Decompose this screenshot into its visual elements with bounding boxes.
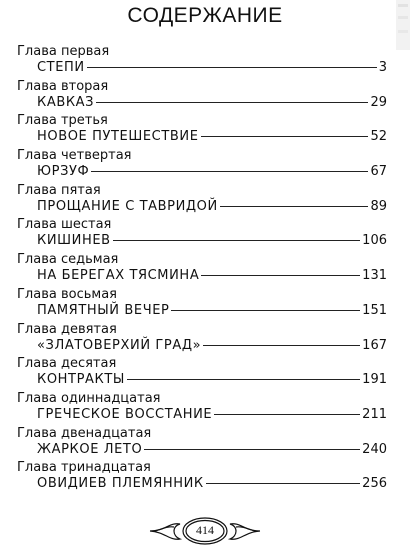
toc-entry bbox=[17, 44, 387, 79]
page-ref: 256 bbox=[362, 476, 387, 492]
chapter-label: Глава первая bbox=[17, 44, 110, 59]
chapter-label: Глава одиннадцатая bbox=[17, 390, 161, 406]
toc-line bbox=[37, 198, 387, 215]
page-ref: 151 bbox=[362, 302, 387, 318]
leader-line bbox=[171, 310, 360, 311]
page-ref: 191 bbox=[362, 372, 387, 388]
chapter-title: ПАМЯТНЫЙ ВЕЧЕР bbox=[37, 302, 170, 318]
chapter-label: Глава восьмая bbox=[17, 286, 117, 302]
chapter-title: КИШИНЕВ bbox=[37, 233, 111, 249]
chapter-title: ЮРЗУФ bbox=[37, 164, 90, 180]
chapter-label: Глава пятая bbox=[17, 182, 101, 198]
leader-line bbox=[201, 275, 360, 276]
page-ref: 89 bbox=[370, 198, 387, 214]
page-ref: 131 bbox=[362, 268, 387, 284]
chapter-title: ПРОЩАНИЕ С ТАВРИДОЙ bbox=[37, 198, 218, 214]
leader-line bbox=[201, 136, 369, 137]
chapter-title: НА БЕРЕГАХ ТЯСМИНА bbox=[37, 268, 200, 284]
toc-line bbox=[37, 441, 387, 458]
leader-line bbox=[91, 171, 368, 172]
page-ref: 106 bbox=[362, 233, 387, 249]
toc-line bbox=[37, 337, 387, 354]
chapter-title: «ЗЛАТОВЕРХИЙ ГРАД» bbox=[37, 337, 202, 353]
toc-line bbox=[37, 232, 387, 249]
chapter-title: НОВОЕ ПУТЕШЕСТВИЕ bbox=[37, 129, 199, 145]
toc-line bbox=[37, 406, 387, 423]
chapter-title: КАВКАЗ bbox=[37, 94, 95, 110]
chapter-label: Глава третья bbox=[17, 113, 108, 129]
toc-line bbox=[37, 128, 387, 145]
toc-entry bbox=[17, 79, 387, 114]
leader-line bbox=[113, 240, 360, 241]
leader-line bbox=[96, 102, 368, 103]
toc-line bbox=[37, 371, 387, 388]
leader-line bbox=[127, 379, 360, 380]
toc-entry bbox=[17, 183, 387, 218]
toc-entry bbox=[17, 252, 387, 287]
leader-line bbox=[144, 449, 360, 450]
toc-line bbox=[37, 302, 387, 319]
leader-line bbox=[214, 414, 360, 415]
chapter-title: ЖАРКОЕ ЛЕТО bbox=[37, 441, 143, 457]
toc-line bbox=[37, 59, 387, 76]
chapter-label: Глава двенадцатая bbox=[17, 425, 152, 441]
toc-line bbox=[37, 267, 387, 284]
page-title: СОДЕРЖАНИЕ bbox=[127, 4, 283, 27]
page-number: 414 bbox=[196, 523, 214, 537]
toc-entry bbox=[17, 460, 387, 495]
chapter-title: СТЕПИ bbox=[37, 60, 85, 75]
page-ref: 3 bbox=[378, 60, 387, 75]
chapter-label: Глава шестая bbox=[17, 217, 112, 233]
page-ref: 211 bbox=[362, 406, 387, 422]
chapter-label: Глава вторая bbox=[17, 78, 109, 94]
toc-entry bbox=[17, 426, 387, 461]
toc-entry bbox=[17, 356, 387, 391]
toc-line bbox=[37, 94, 387, 111]
chapter-title: ГРЕЧЕСКОЕ ВОССТАНИЕ bbox=[37, 406, 213, 422]
leader-line bbox=[87, 67, 377, 68]
toc-entry bbox=[17, 287, 387, 322]
page-ref: 52 bbox=[370, 129, 387, 145]
toc-entry bbox=[17, 217, 387, 252]
chapter-title: КОНТРАКТЫ bbox=[37, 372, 125, 388]
chapter-label: Глава тринадцатая bbox=[17, 460, 151, 476]
chapter-label: Глава четвертая bbox=[17, 148, 132, 164]
toc-line bbox=[37, 163, 387, 180]
page-ref: 67 bbox=[370, 164, 387, 180]
chapter-label: Глава девятая bbox=[17, 321, 117, 337]
toc-entry bbox=[17, 322, 387, 357]
toc-entry bbox=[17, 391, 387, 426]
leader-line bbox=[206, 483, 360, 484]
toc-entry bbox=[17, 113, 387, 148]
chapter-label: Глава десятая bbox=[17, 356, 117, 372]
page-ref: 167 bbox=[362, 337, 387, 353]
chapter-title: ОВИДИЕВ ПЛЕМЯННИК bbox=[37, 476, 204, 492]
page-ref: 29 bbox=[370, 94, 387, 110]
toc-entry bbox=[17, 148, 387, 183]
chapter-label: Глава седьмая bbox=[17, 252, 119, 268]
table-of-contents bbox=[17, 44, 387, 495]
leader-line bbox=[203, 345, 360, 346]
leader-line bbox=[220, 206, 369, 207]
toc-line bbox=[37, 475, 387, 492]
page-ref: 240 bbox=[362, 441, 387, 457]
